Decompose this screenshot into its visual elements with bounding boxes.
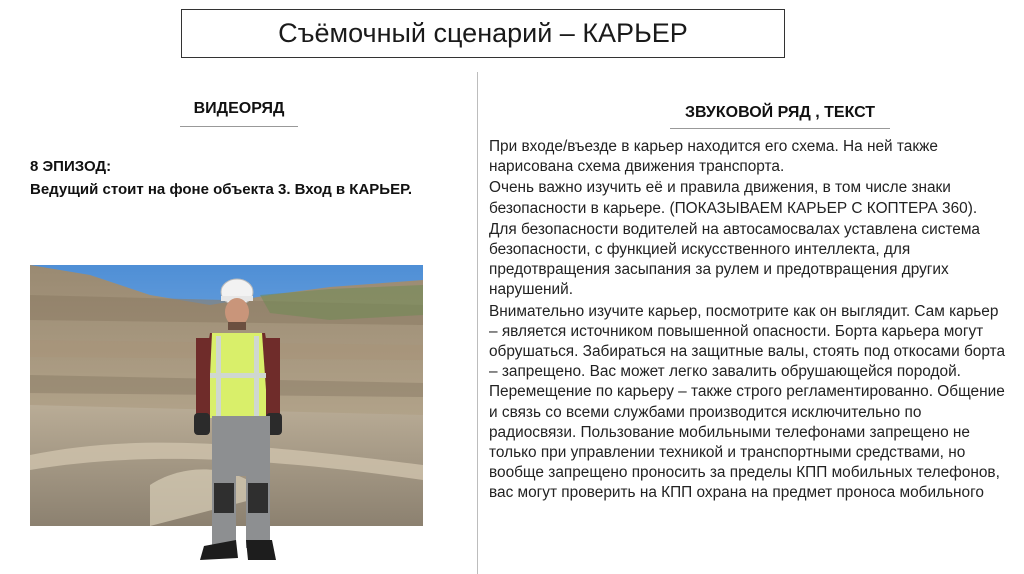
video-heading-underline: [180, 126, 298, 127]
slide-title: Съёмочный сценарий – КАРЬЕР: [181, 9, 785, 58]
audio-column-heading: ЗВУКОВОЙ РЯД , ТЕКСТ: [684, 104, 876, 121]
episode-scene: Ведущий стоит на фоне объекта 3. Вход в КАРЬЕР.: [30, 181, 413, 198]
voiceover-paragraph: Очень важно изучить её и правила движения, в том числе знаки безопасности в карьере. (ПОКАЗЫВАЕМ КАРЬЕР С КОПТЕРА 360).: [489, 179, 978, 217]
video-column-heading: ВИДЕОРЯД: [193, 100, 285, 117]
episode-number: 8 ЭПИЗОД:: [30, 158, 112, 175]
voiceover-paragraph: Для безопасности водителей на автосамосвалах уставлена система безопасности, с функцией искусственного интеллекта, для предотвращения засыпания за рулем и предотвращения других нарушений.: [489, 220, 980, 299]
column-divider: [477, 72, 478, 574]
audio-heading-underline: [670, 128, 890, 129]
voiceover-text: [489, 137, 1009, 505]
episode-description: [30, 155, 420, 201]
voiceover-paragraph: Внимательно изучите карьер, посмотрите как он выглядит. Сам карьер – является источником повышенной опасности. Борта карьера могут обрушаться. Забираться на защитные валы, стоять под откосами борта – запрещено. Вас может легко завалить обрушающейся породой. Перемещение по карьеру – также строго регламентированно. Общение и связь со всеми службами производится исключительно по радиосвязи. Пользование мобильными телефонами запрещено не только при управлении техникой и транспортными средствами, но вообще запрещено проносить за пределы КПП мобильных телефонов, вас могут проверить на КПП охрана на предмет проноса мобильного: [489, 302, 1006, 502]
presenter-figure: [190, 278, 300, 568]
voiceover-paragraph: При входе/въезде в карьер находится его схема. На ней также нарисована схема движения транспорта.: [489, 138, 938, 176]
